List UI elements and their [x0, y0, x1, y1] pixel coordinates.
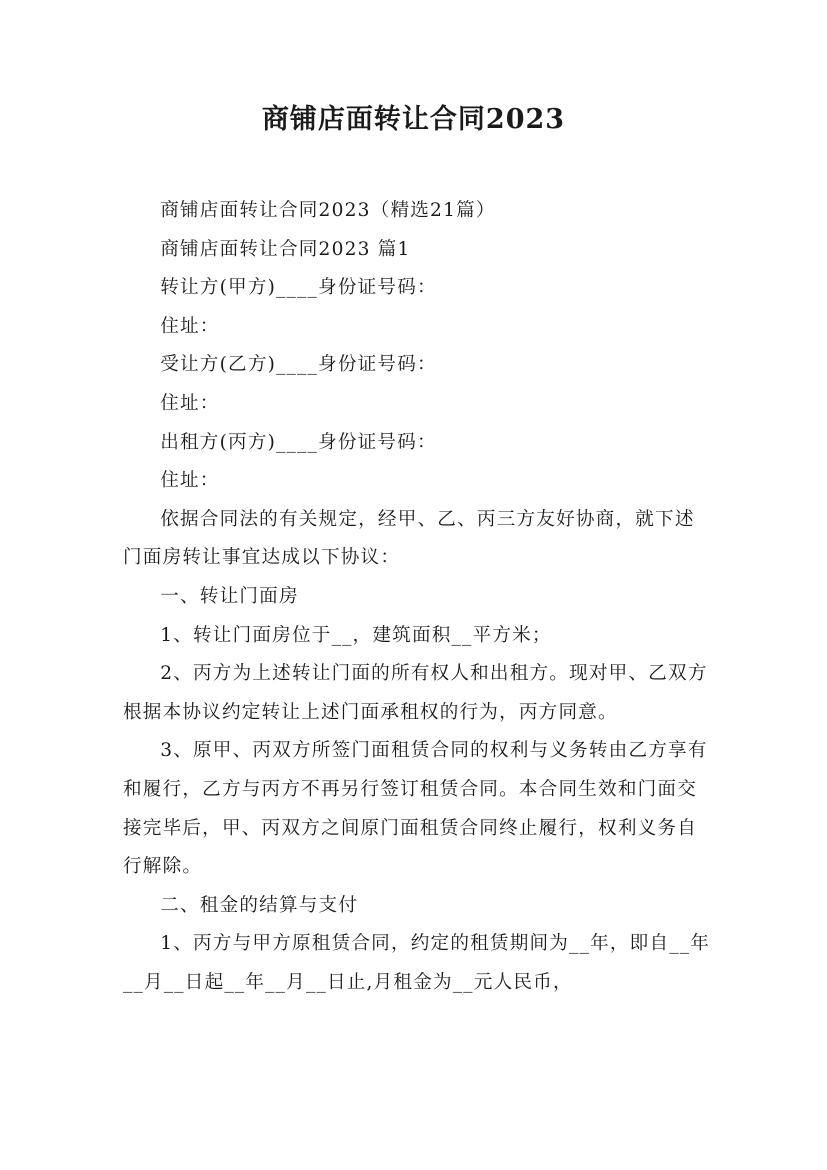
paragraph-section-heading: 商铺店面转让合同2023 篇1 [160, 238, 411, 260]
paragraph-party-a-address: 住址： [160, 315, 220, 337]
paragraph-clause-1-1: 1、转让门面房位于__，建筑面积__平方米； [160, 624, 552, 646]
paragraph-clause-1-3: 3、原甲、丙双方所签门面租赁合同的权利与义务转由乙方享有和履行，乙方与丙方不再另行签订租赁合同。本合同生效和门面交接完毕后，甲、丙双方之间原门面租赁合同终止履行，权利义务自行解除。 [123, 740, 708, 878]
paragraph-clause-heading-1: 一、转让门面房 [160, 585, 299, 607]
paragraph-clause-heading-2: 二、租金的结算与支付 [160, 894, 359, 916]
paragraph-preamble: 依据合同法的有关规定，经甲、乙、丙三方友好协商，就下述门面房转让事宜达成以下协议： [123, 508, 695, 569]
paragraph-party-c-address: 住址： [160, 470, 220, 492]
document-title: 商铺店面转让合同2023 [261, 104, 566, 135]
paragraph-party-c: 出租方(丙方)____身份证号码： [160, 431, 437, 453]
paragraph-party-b: 受让方(乙方)____身份证号码： [160, 354, 437, 376]
paragraph-party-b-address: 住址： [160, 392, 220, 414]
paragraph-subtitle: 商铺店面转让合同2023（精选21篇） [160, 200, 496, 221]
paragraph-clause-2-1: 1、丙方与甲方原租赁合同，约定的租赁期间为__年，即自__年__月__日起__年__月__日止,月租金为__元人民币， [123, 933, 711, 993]
paragraph-party-a: 转让方(甲方)____身份证号码： [160, 277, 437, 299]
document-body [123, 192, 713, 1002]
paragraph-clause-1-2: 2、丙方为上述转让门面的所有权人和出租方。现对甲、乙双方根据本协议约定转让上述门面承租权的行为，丙方同意。 [123, 663, 708, 723]
